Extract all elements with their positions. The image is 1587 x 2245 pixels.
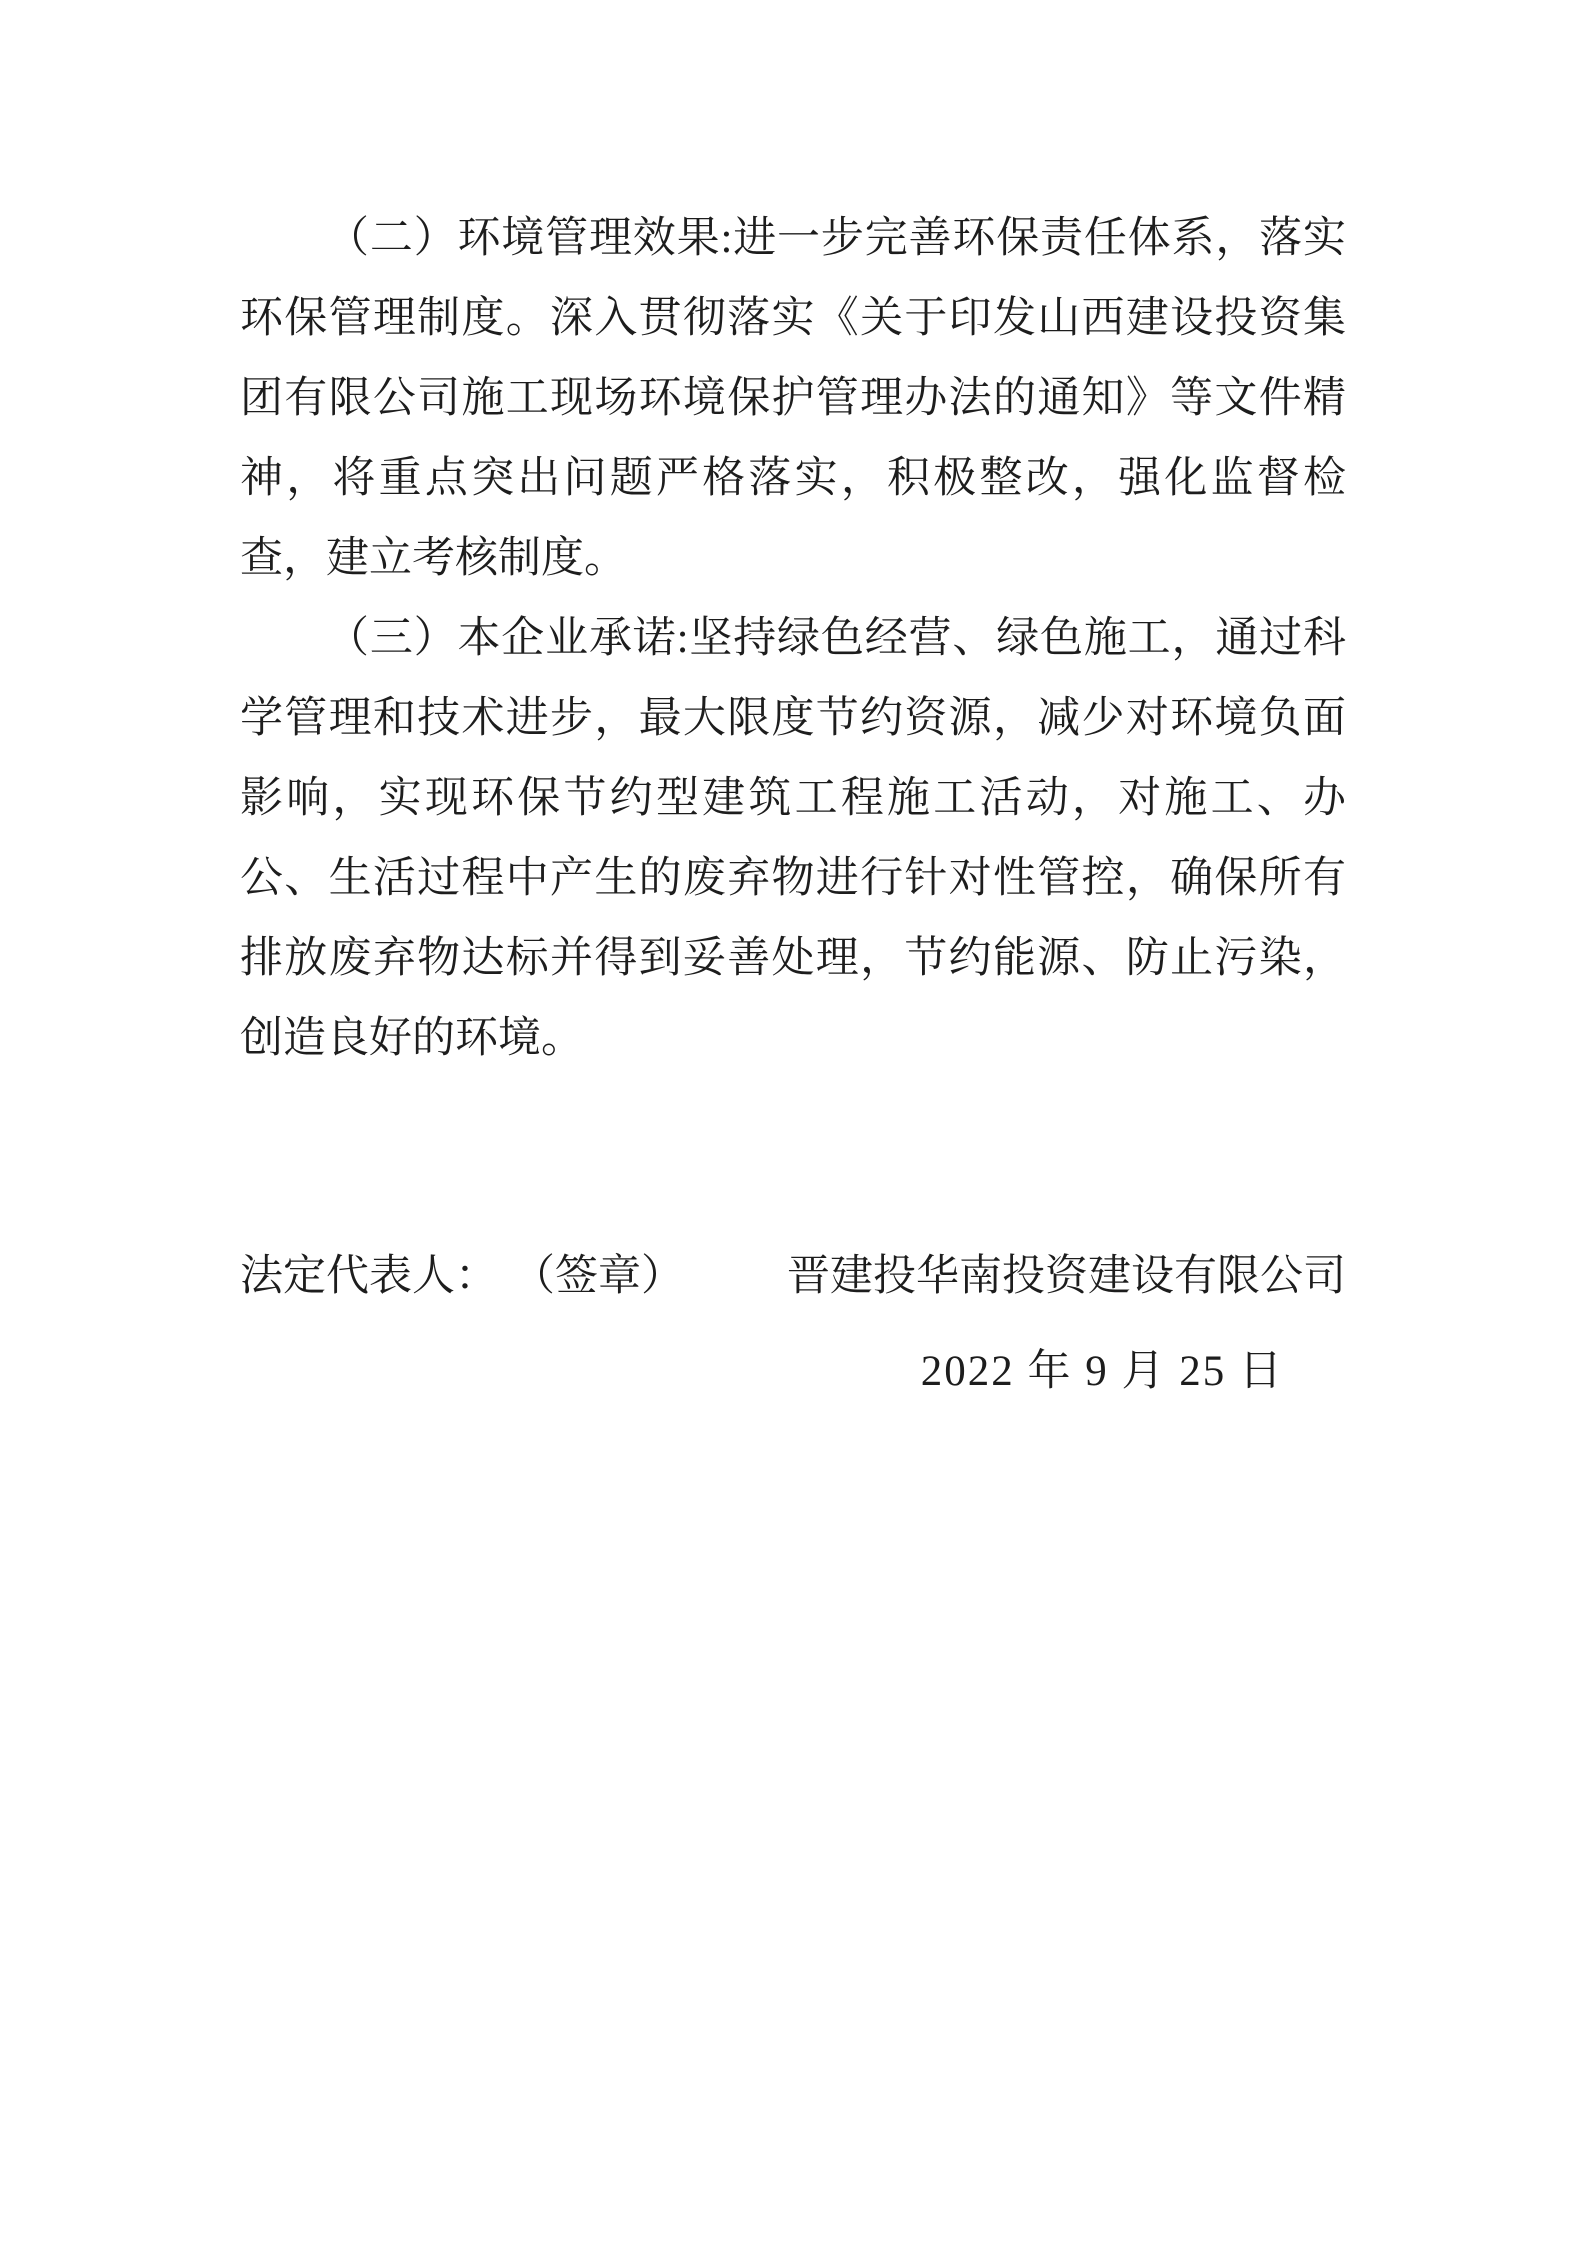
document-content bbox=[240, 199, 1346, 1412]
legal-representative-label: 法定代表人： bbox=[240, 1253, 498, 1300]
seal-placeholder: （签章） bbox=[512, 1253, 684, 1300]
signature-date: 2022 年 9 月 25 日 bbox=[920, 1348, 1284, 1395]
paragraph-enterprise-commitment: （三）本企业承诺:坚持绿色经营、绿色施工，通过科学管理和技术进步，最大限度节约资源，减少对环境负面影响，实现环保节约型建筑工程施工活动，对施工、办公、生活过程中产生的废弃物进行针对性管控，确保所有排放废弃物达标并得到妥善处理，节约能源、防止污染，创造良好的环境。 bbox=[240, 615, 1346, 1062]
signature-row bbox=[240, 1237, 1346, 1317]
paragraph-environment-management-results: （二）环境管理效果:进一步完善环保责任体系，落实环保管理制度。深入贯彻落实《关于印发山西建设投资集团有限公司施工现场环境保护管理办法的通知》等文件精神，将重点突出问题严格落实，积极整改，强化监督检查，建立考核制度。 bbox=[240, 215, 1346, 582]
signature-left-group bbox=[240, 1237, 684, 1317]
company-name: 晋建投华南投资建设有限公司 bbox=[787, 1253, 1346, 1300]
